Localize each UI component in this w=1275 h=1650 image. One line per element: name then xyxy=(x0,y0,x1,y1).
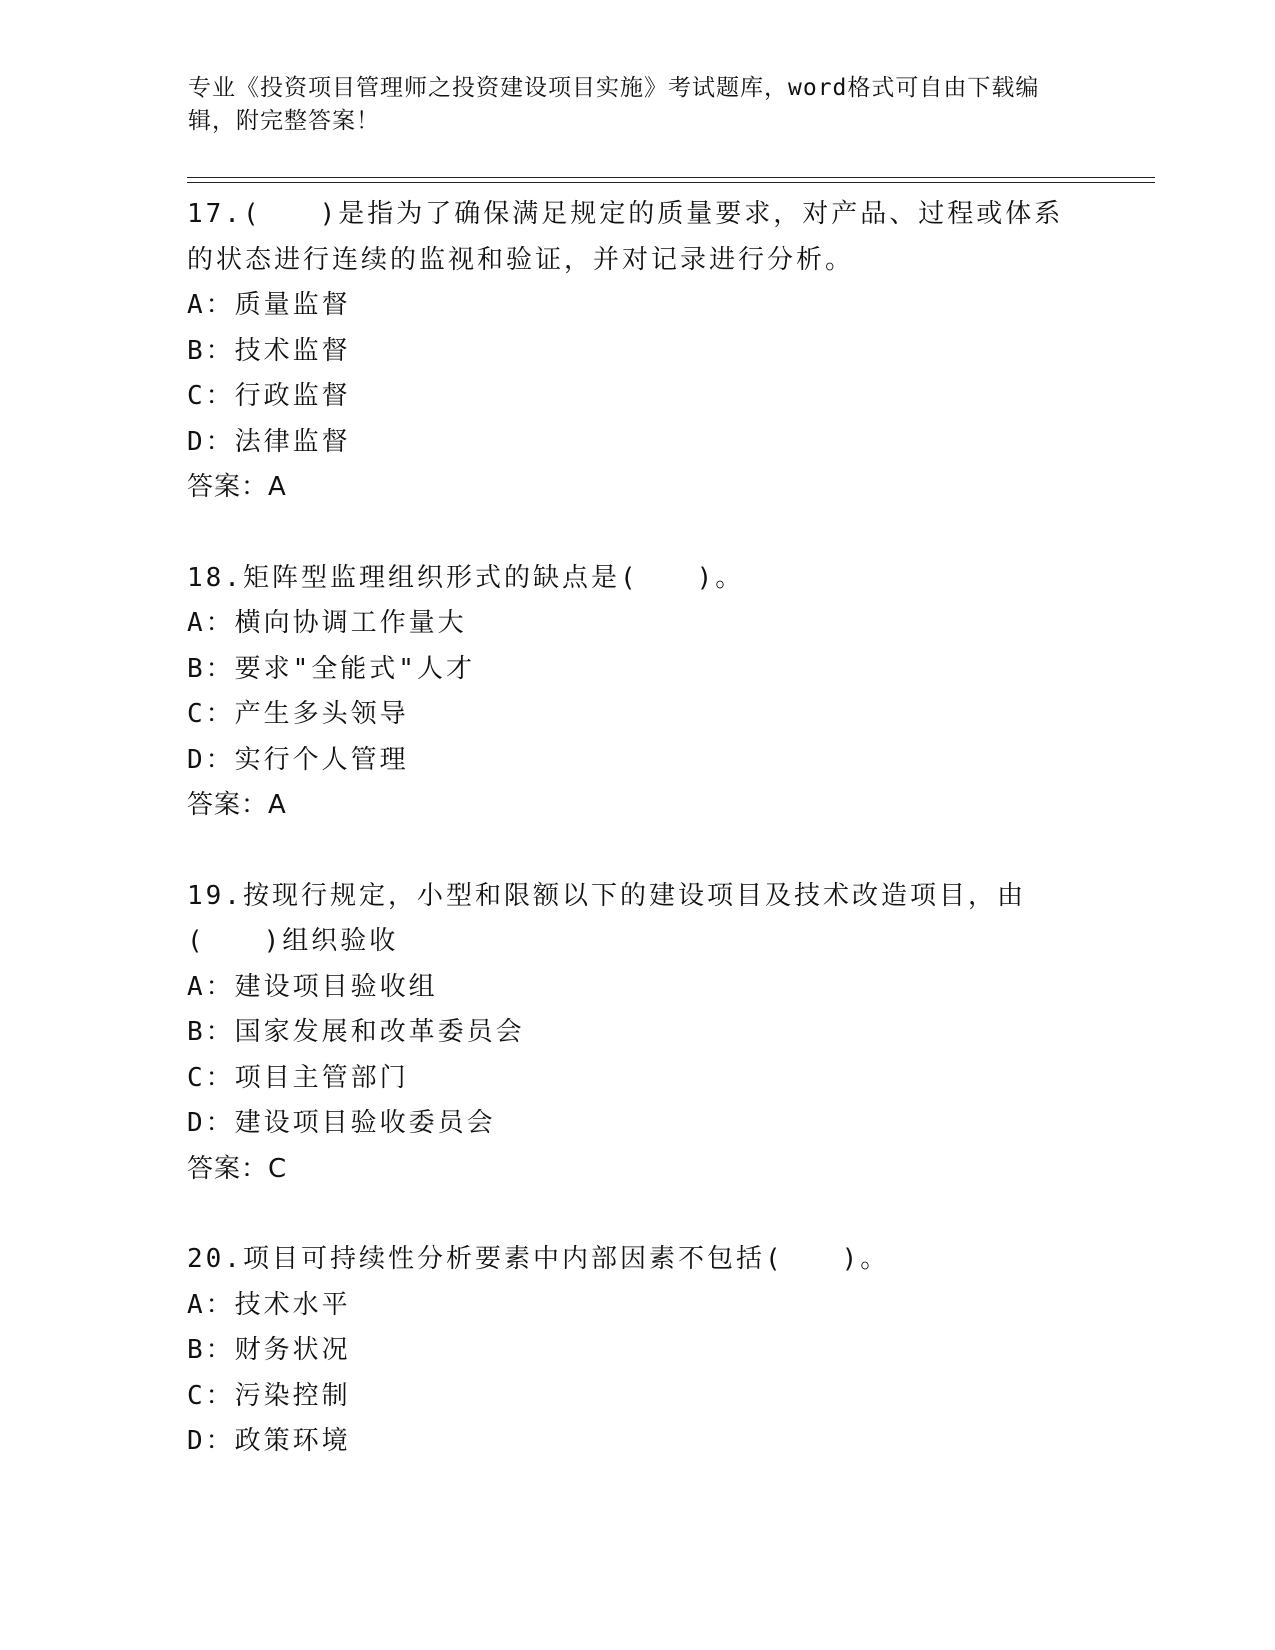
option-b: B：要求"全能式"人才 xyxy=(187,653,475,684)
option-b: B：技术监督 xyxy=(187,335,351,366)
question-stem: 19.按现行规定，小型和限额以下的建设项目及技术改造项目，由( )组织验收 xyxy=(187,880,1026,956)
option-a: A：技术水平 xyxy=(187,1289,351,1320)
option-a: A：建设项目验收组 xyxy=(187,971,438,1002)
option-a: A：横向协调工作量大 xyxy=(187,608,467,638)
answer-line: 答案：A xyxy=(187,472,287,502)
header-line-2: 辑，附完整答案！ xyxy=(188,108,380,134)
option-b: B：财务状况 xyxy=(187,1335,351,1365)
question-19 xyxy=(187,874,1087,1193)
question-list xyxy=(187,192,1087,1510)
option-a: A：质量监督 xyxy=(187,290,351,320)
option-c: C：污染控制 xyxy=(187,1380,351,1411)
answer-line: 答案：C xyxy=(187,1153,288,1184)
document-header xyxy=(188,72,1068,138)
option-d: D：法律监督 xyxy=(187,426,351,457)
option-c: C：行政监督 xyxy=(187,381,351,411)
option-c: C：项目主管部门 xyxy=(187,1062,409,1093)
question-17 xyxy=(187,192,1087,511)
question-stem: 17.( )是指为了确保满足规定的质量要求，对产品、过程或体系的状态进行连续的监视和验证，并对记录进行分析。 xyxy=(187,199,1064,275)
option-d: D：实行个人管理 xyxy=(187,744,409,775)
option-d: D：政策环境 xyxy=(187,1426,351,1456)
option-c: C：产生多头领导 xyxy=(187,699,409,729)
question-stem: 18.矩阵型监理组织形式的缺点是( )。 xyxy=(187,562,745,593)
question-stem: 20.项目可持续性分析要素中内部因素不包括( )。 xyxy=(187,1244,890,1274)
answer-line: 答案：A xyxy=(187,790,287,820)
option-d: D：建设项目验收委员会 xyxy=(187,1108,496,1138)
header-divider-bottom xyxy=(187,182,1155,183)
question-18 xyxy=(187,556,1087,829)
question-20 xyxy=(187,1237,1087,1465)
option-b: B：国家发展和改革委员会 xyxy=(187,1017,525,1047)
header-line-1: 专业《投资项目管理师之投资建设项目实施》考试题库，word格式可自由下载编 xyxy=(188,75,1040,101)
header-divider-top xyxy=(187,177,1155,178)
